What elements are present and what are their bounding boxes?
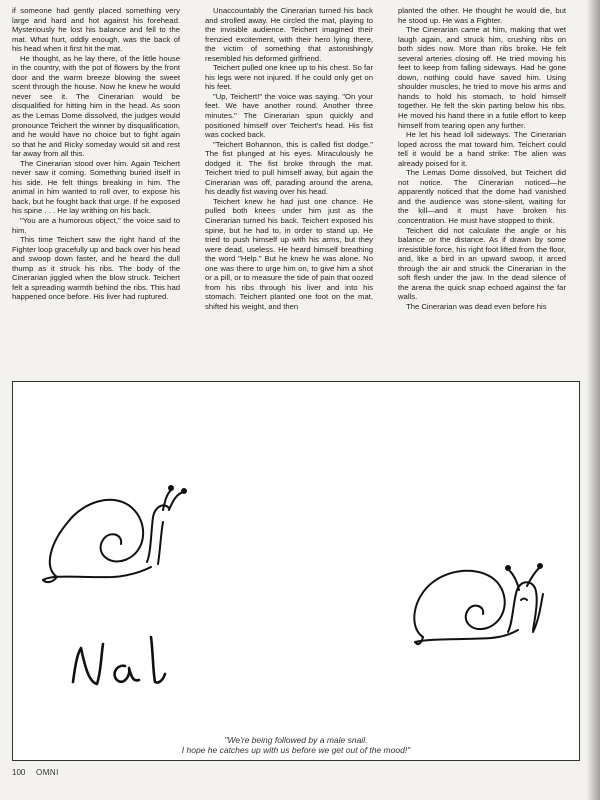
paragraph: "Up, Teichert!" the voice was saying. "On your feet. We have another round. Another three minutes." The Cinerarian spun quickly and positioned himself over Teichert's head. His fist was cocked back. bbox=[205, 91, 373, 140]
binding-shadow bbox=[586, 0, 600, 800]
text-column-2 bbox=[205, 6, 373, 374]
paragraph: "You are a humorous object," the voice said to him. bbox=[12, 216, 180, 235]
paragraph: The Cinerarian stood over him. Again Teichert never saw it coming. Something buried itself in his side. He felt things breaking in him. The animal in him wanted to roll over, to expose his back, but he fought back that urge. If he exposed his spine . . . He lay writhing on his back. bbox=[12, 158, 180, 216]
page-number: 100 bbox=[12, 768, 26, 777]
paragraph: "Teichert Bohannon, this is called fist dodge." The fist plunged at his eyes. Miraculously he dodged it. The fist broke through the mat. Teichert tried to pull himself away, but again the Cinerarian was off, parading around the arena, his deadly fist waving over his head. bbox=[205, 139, 373, 197]
paragraph: Teichert knew he had just one chance. He pulled both knees under him just as the Cinerarian turned his back. Teichert exposed his spine, but he had to, in order to stand up. He tried to push himself up with his arms, but they were dead, useless. He heard himself breathing the word "Help." But he knew he was alone. No one was there to urge him on, to give him a shot or a pill, or to measure the tide of pain that oozed from his ribs through his liver and into his stomach. Teichert planted one foot on the mat, shifted his weight, and then bbox=[205, 196, 373, 311]
paragraph: The Lemas Dome dissolved, but Teichert did not notice. The Cinerarian noticed—he apparently noticed that the dome had vanished and the audience was stone-silent, waiting for the kill—and it must have broken his concentration. He must have stopped to think. bbox=[398, 168, 566, 226]
paragraph: planted the other. He thought he would die, but he stood up. He was a Fighter. bbox=[398, 6, 566, 25]
paragraph: The Cinerarian came at him, making that wet laugh again, and struck him, crushing ribs on both sides now. More than ribs broke. He felt several arteries closing off. He tried moving his feet to keep from falling sideways. Had he gone down, nothing could have saved him. Using shoulder muscles, he tried to move his arms and hands to hold his stomach, to hold himself together. He felt the skin parting below his ribs. He moved his hand there in a futile effort to keep himself from tearing open any further. bbox=[398, 25, 566, 130]
cartoon-caption-line-2: I hope he catches up with us before we get out of the mood!" bbox=[181, 745, 411, 755]
paragraph: This time Teichert saw the right hand of the Fighter loop gracefully up and back over his head and swoop down faster, and he heard the dull thump as it struck his ribs. The body of the Cinerarian jiggled when the blow struck. Teichert felt a spreading warmth behind the ribs. This had happened once before. His liver had ruptured. bbox=[12, 235, 180, 302]
paragraph: Unaccountably the Cinerarian turned his back and strolled away. He circled the mat, playing to the invisible audience. Teichert imagined their frenzied excitement, with their hero lying there, the victim of something that astonishingly resembled his deformed girlfriend. bbox=[205, 6, 373, 63]
text-column-1 bbox=[12, 6, 180, 374]
paragraph: He let his head loll sideways. The Cinerarian loped across the mat toward him. Teichert could tell it would be a hand strike: The alien was already poised for it. bbox=[398, 130, 566, 168]
cartoon-drawing bbox=[13, 382, 579, 760]
text-column-3 bbox=[398, 6, 566, 374]
cartoon-panel bbox=[12, 381, 580, 761]
paragraph: Teichert did not calculate the angle or his balance or the distance. As if drawn by some irresistible force, his right foot lifted from the floor, and, like a bird in an upward swoop, it arced through the air and struck the Cinerarian in the soft flesh under the jaw. In the dead silence of the arena the quick snap echoed against the far walls. bbox=[398, 225, 566, 302]
paragraph: Teichert pulled one knee up to his chest. So far his legs were not injured. If he could only get on his feet. bbox=[205, 63, 373, 92]
paragraph: if someone had gently placed something very large and hard and hot against his forehead. Mysteriously he lost his balance and fell to the mat. What hurt, oddly enough, was the back of his head when it first hit the mat. bbox=[12, 6, 180, 54]
magazine-name: OMNI bbox=[36, 768, 59, 777]
snail-right-icon bbox=[414, 564, 543, 644]
paragraph: He thought, as he lay there, of the little house in the country, with the pot of flowers by the front door and the warm breeze blowing the sweet scent through the house. Now he knew he would never see it. The Cinerarian would be disqualified for hitting him in the head. As soon as the Lemas Dome dissolved, the judges would pronounce Teichert the winner by disqualification, and he would have no choice but to fight again so that he and Ricky someday would sit and rest far away from all this. bbox=[12, 53, 180, 159]
artist-signature-icon bbox=[73, 637, 165, 684]
cartoon-caption-line-1: "We're being followed by a male snail. bbox=[224, 735, 368, 745]
paragraph: The Cinerarian was dead even before his bbox=[406, 301, 547, 311]
snail-left-icon bbox=[43, 486, 186, 582]
